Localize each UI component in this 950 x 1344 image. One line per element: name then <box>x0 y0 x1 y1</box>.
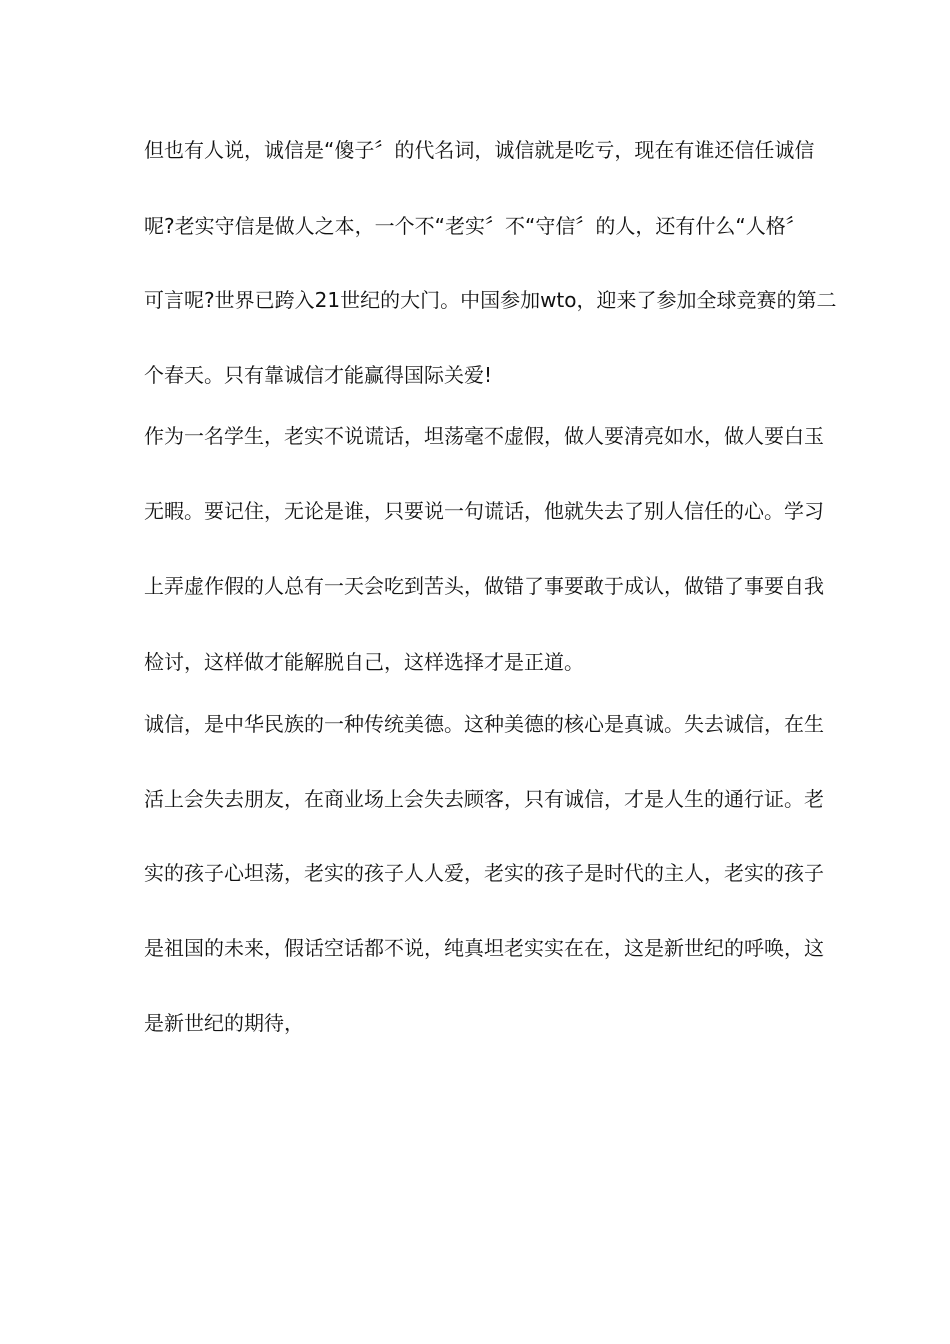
paragraph-line: 呢?老实守信是做人之本，一个不“老实〞不“守信〞的人，还有什么“人格〞 <box>144 214 806 238</box>
paragraph-line: 活上会失去朋友，在商业场上会失去顾客，只有诚信，才是人生的通行证。老 <box>144 787 824 811</box>
paragraph-line: 是新世纪的期待， <box>144 1011 304 1035</box>
paragraph-line: 是祖国的未来，假话空话都不说，纯真坦老实实在在，这是新世纪的呼唤，这 <box>144 936 824 960</box>
paragraph-line: 诚信，是中华民族的一种传统美德。这种美德的核心是真诚。失去诚信，在生 <box>144 712 824 736</box>
paragraph-line: 可言呢?世界已跨入21世纪的大门。中国参加wto，迎来了参加全球竞赛的第二 <box>144 288 837 312</box>
paragraph-line: 个春天。只有靠诚信才能赢得国际关爱! <box>144 363 493 387</box>
paragraph-line: 无暇。要记住，无论是谁，只要说一句谎话，他就失去了别人信任的心。学习 <box>144 499 824 523</box>
paragraph-line: 检讨，这样做才能解脱自己，这样选择才是正道。 <box>144 650 584 674</box>
paragraph-line: 作为一名学生，老实不说谎话，坦荡毫不虚假，做人要清亮如水，做人要白玉 <box>144 424 824 448</box>
paragraph-line: 实的孩子心坦荡，老实的孩子人人爱，老实的孩子是时代的主人，老实的孩子 <box>144 861 824 885</box>
paragraph-line: 但也有人说，诚信是“傻子〞的代名词，诚信就是吃亏，现在有谁还信任诚信 <box>144 138 815 162</box>
paragraph-line: 上弄虚作假的人总有一天会吃到苦头，做错了事要敢于成认，做错了事要自我 <box>144 574 824 598</box>
